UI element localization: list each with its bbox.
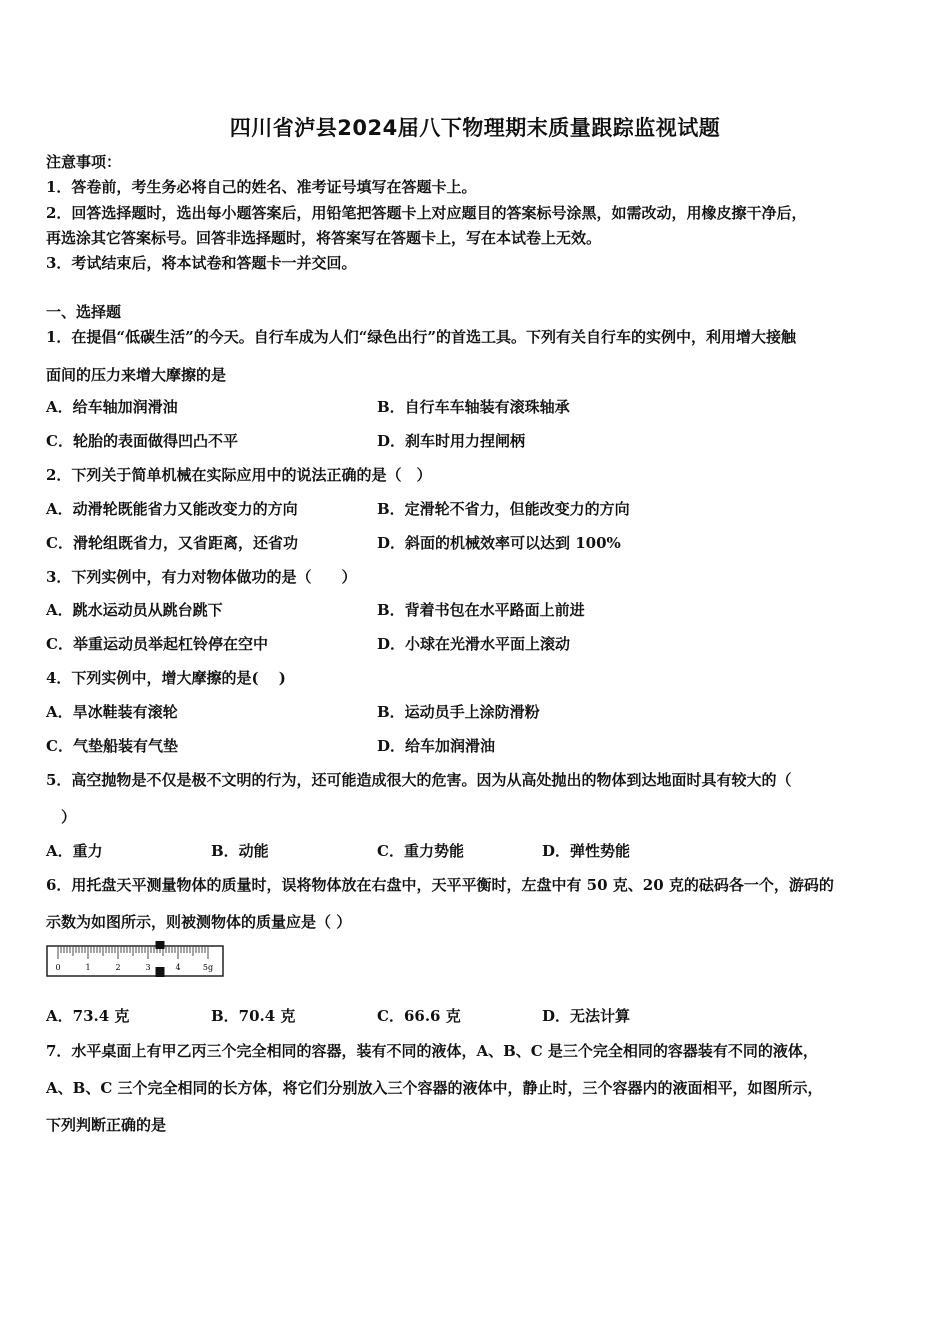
scale-label: 4 <box>175 963 181 972</box>
question-5-text: ） <box>46 808 77 826</box>
q3-option-b: B．背着书包在水平路面上前进 <box>377 601 585 619</box>
question-6-text: 6．用托盘天平测量物体的质量时，误将物体放在右盘中，天平平衡时，左盘中有 50 克、20 克的砝码各一个，游码的 <box>46 876 834 894</box>
q6-option-b: B．70.4 克 <box>211 1007 296 1025</box>
notice-item: 1．答卷前，考生务必将自己的姓名、准考证号填写在答题卡上。 <box>46 178 477 196</box>
q6-option-a: A．73.4 克 <box>46 1007 130 1025</box>
question-7-text: 下列判断正确的是 <box>46 1116 167 1134</box>
scale-label: 3 <box>145 963 151 972</box>
q5-option-d: D．弹性势能 <box>542 842 631 860</box>
question-6-text: 示数为如图所示，则被测物体的质量应是（ ） <box>46 913 352 931</box>
notice-item: 3．考试结束后，将本试卷和答题卡一并交回。 <box>46 254 357 272</box>
q3-option-d: D．小球在光滑水平面上滚动 <box>377 635 571 653</box>
scale-label: 0 <box>55 963 61 972</box>
q5-option-b: B．动能 <box>211 842 269 860</box>
scale-label: 5g <box>202 963 214 972</box>
q3-option-c: C．举重运动员举起杠铃停在空中 <box>46 635 268 653</box>
q4-option-b: B．运动员手上涂防滑粉 <box>377 703 540 721</box>
q4-option-a: A．旱冰鞋装有滚轮 <box>46 703 178 721</box>
notice-item: 2．回答选择题时，选出每小题答案后，用铅笔把答题卡上对应题目的答案标号涂黑，如需改动，用橡皮擦干净后， <box>46 204 807 222</box>
section-title: 一、选择题 <box>46 303 122 321</box>
q6-option-c: C．66.6 克 <box>377 1007 461 1025</box>
q2-option-c: C．滑轮组既省力，又省距离，还省功 <box>46 534 298 552</box>
q1-option-c: C．轮胎的表面做得凹凸不平 <box>46 432 238 450</box>
question-7-text: A、B、C 三个完全相同的长方体，将它们分别放入三个容器的液体中，静止时，三个容器内的液面相平，如图所示， <box>46 1079 823 1097</box>
balance-beam-scale-figure <box>46 941 224 977</box>
q1-option-a: A．给车轴加润滑油 <box>46 398 178 416</box>
scale-frame <box>47 946 223 976</box>
rider-bottom <box>156 967 165 977</box>
scale-label: 2 <box>115 963 121 972</box>
q5-option-c: C．重力势能 <box>377 842 464 860</box>
rider-top <box>156 941 165 949</box>
q2-option-b: B．定滑轮不省力，但能改变力的方向 <box>377 500 630 518</box>
exam-title: 四川省泸县2024届八下物理期末质量跟踪监视试题 <box>229 116 721 140</box>
notice-heading: 注意事项： <box>46 153 122 171</box>
q6-option-d: D．无法计算 <box>542 1007 631 1025</box>
question-1-text: 1．在提倡“低碳生活”的今天。自行车成为人们“绿色出行”的首选工具。下列有关自行车的实例中，利用增大接触 <box>46 328 796 346</box>
q2-option-a: A．动滑轮既能省力又能改变力的方向 <box>46 500 298 518</box>
question-4-text: 4．下列实例中，增大摩擦的是( ) <box>46 669 286 687</box>
question-2-text: 2．下列关于简单机械在实际应用中的说法正确的是（ ） <box>46 466 432 484</box>
q4-option-c: C．气垫船装有气垫 <box>46 737 178 755</box>
question-1-text: 面间的压力来增大摩擦的是 <box>46 366 227 384</box>
question-3-text: 3．下列实例中，有力对物体做功的是（ ） <box>46 568 357 586</box>
question-7-text: 7．水平桌面上有甲乙丙三个完全相同的容器，装有不同的液体，A、B、C 是三个完全相同的容器装有不同的液体， <box>46 1042 818 1060</box>
q5-option-a: A．重力 <box>46 842 103 860</box>
q1-option-b: B．自行车车轴装有滚珠轴承 <box>377 398 570 416</box>
q3-option-a: A．跳水运动员从跳台跳下 <box>46 601 223 619</box>
q2-option-d: D．斜面的机械效率可以达到 100% <box>377 534 621 552</box>
q1-option-d: D．刹车时用力捏闸柄 <box>377 432 526 450</box>
q4-option-d: D．给车加润滑油 <box>377 737 496 755</box>
question-5-text: 5．高空抛物是不仅是极不文明的行为，还可能造成很大的危害。因为从高处抛出的物体到达地面时具有较大的（ <box>46 771 792 789</box>
scale-label: 1 <box>85 963 91 972</box>
notice-item: 再选涂其它答案标号。回答非选择题时，将答案写在答题卡上，写在本试卷上无效。 <box>46 229 602 247</box>
